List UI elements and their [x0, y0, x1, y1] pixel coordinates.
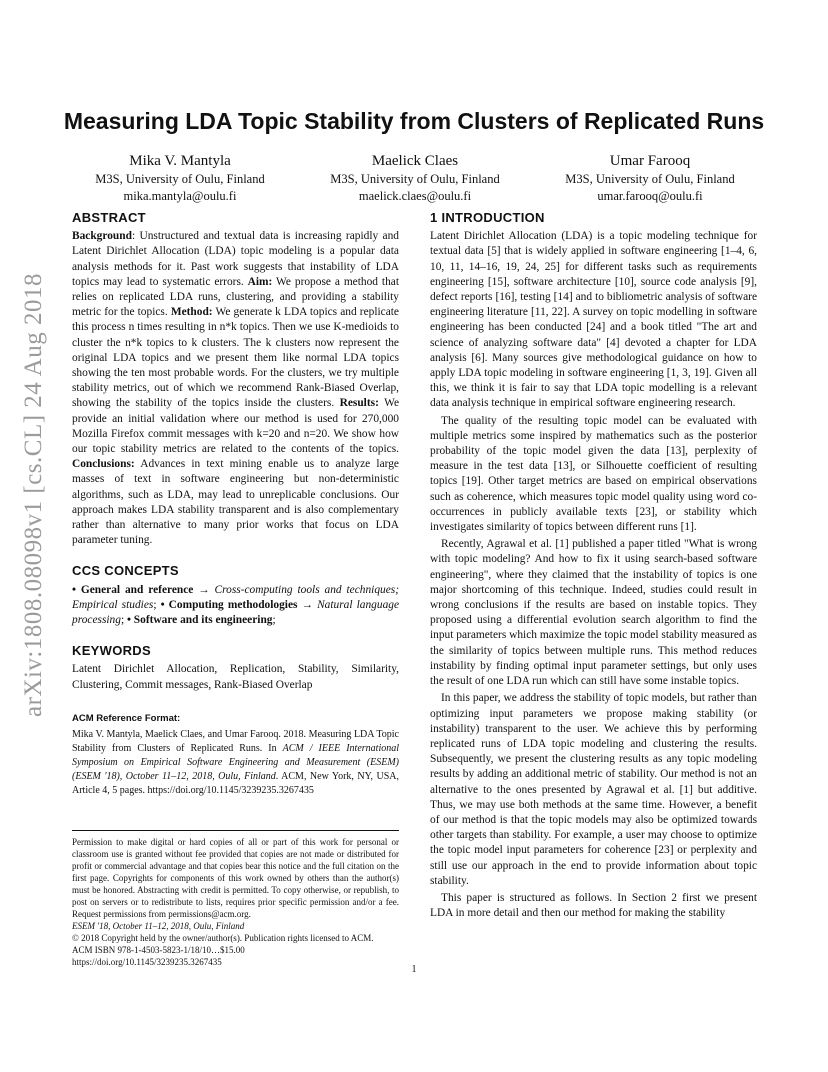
footnote-isbn: ACM ISBN 978-1-4503-5823-1/18/10…$15.00	[72, 945, 245, 955]
intro-paragraph-1: Latent Dirichlet Allocation (LDA) is a topic modeling technique for textual data [5] that is widely applied in software engineering [1–4, 6, 10, 11, 14–16, 19, 24, 25] for different tasks such as requirements engineering [15], software architecture [10], source code analysis [9], defect reports [16], testing [14] and to bibliometric analysis of software engineering literature [11, 22]. A survey on topic modelling in software engineering has been conducted [24] and a book titled "The art and science of analyzing software data" [4] devoted a chapter for LDA analysis [6]. Many sources give methodological guidance on how to apply LDA topic modeling in software engineering [1, 3, 19]. Given all this, we think it is fair to say that LDA topic modelling is a relevant data analysis technique in empirical software engineering research.	[430, 230, 757, 410]
introduction-heading: 1 INTRODUCTION	[430, 210, 545, 225]
author-email: umar.farooq@oulu.fi	[597, 189, 703, 203]
author-2	[305, 151, 525, 205]
intro-paragraph-5: This paper is structured as follows. In Section 2 first we present LDA in more detail and then our method for making the stability	[430, 891, 757, 920]
footnote-copyright: © 2018 Copyright held by the owner/author(s). Publication rights licensed to ACM.	[72, 933, 374, 943]
acm-reference-heading: ACM Reference Format:	[72, 712, 181, 724]
arxiv-stamp-text: arXiv:1808.08098v1 [cs.CL] 24 Aug 2018	[20, 273, 47, 717]
abstract-body	[72, 229, 399, 548]
abstract-conclusions-text: Advances in text mining enable us to analyze large masses of text in software engineering but non-deterministic algorithms, such as LDA, may lead to unreplicable conclusions. Our approach makes LDA stability transparent and is also complementary rather than alternative to many prior works that focus on LDA parameter tuning.	[72, 458, 399, 547]
author-block	[70, 151, 760, 205]
arxiv-stamp	[14, 250, 54, 740]
abstract-method-label: Method:	[170, 306, 213, 319]
abstract-aim-text: We propose a method that relies on replicated LDA runs, clustering, and providing a stability metric for the topics.	[72, 275, 399, 319]
ccs-concept-1-detail: Cross-computing tools and techniques; Empirical studies	[72, 583, 399, 611]
ccs-heading: CCS CONCEPTS	[72, 563, 179, 579]
author-name: Maelick Claes	[371, 153, 459, 169]
ccs-concept-2-detail: Natural language processing	[72, 598, 400, 627]
ccs-arrow: →	[297, 598, 318, 611]
abstract-results-text: We provide an initial validation where our method is used for 270,000 Mozilla Firefox commit messages with k=20 and n=20. We show how our topic stability metrics are related to the contents of the topics.	[72, 397, 399, 456]
abstract-method-text: We generate k LDA topics and replicate this process n times resulting in n*k topics. Then we use K-medioids to cluster the n*k topics to k clusters. The k clusters now represent the original LDA topics and we present them like normal LDA topics showing the ten most probable words. For the clusters, we try multiple stability metrics, out of which we recommend Rank-Biased Overlap, showing the stability of the topics inside the clusters.	[72, 306, 399, 410]
acm-reference-part: Mika V. Mantyla, Maelick Claes, and Umar Farooq. 2018. Measuring LDA Topic Stability from Clusters of Replicated Runs. In	[72, 729, 399, 755]
abstract-conclusions-label: Conclusions:	[72, 458, 135, 471]
ccs-body	[72, 583, 399, 629]
ccs-arrow: →	[193, 583, 215, 596]
permission-notice: Permission to make digital or hard copies of all or part of this work for personal or classroom use is granted without fee provided that copies are not made or distributed for profit or commercial advantage and that copies bear this notice and the full citation on the first page. Copyrights for components of this work owned by others than the author(s) must be honored. Abstracting with credit is permitted. To copy otherwise, or republish, to post on servers or to redistribute to lists, requires prior specific permission and/or a fee. Request permissions from permissions@acm.org.	[72, 837, 399, 919]
acm-reference-body	[72, 728, 399, 798]
page-number: 1	[411, 964, 417, 975]
ccs-concept-1: • General and reference	[72, 583, 194, 596]
author-email: maelick.claes@oulu.fi	[358, 189, 472, 203]
author-3	[540, 151, 760, 205]
abstract-background-text: : Unstructured and textual data is increasing rapidly and Latent Dirichlet Allocation (LDA) topic modeling is a popular data analysis methods for it. Past work suggests that instability of LDA topics may lead to systematic errors.	[72, 230, 399, 288]
footnote-doi: https://doi.org/10.1145/3239235.3267435	[72, 957, 222, 967]
ccs-separator: ;	[153, 598, 161, 611]
right-column	[430, 210, 757, 923]
ccs-separator: ;	[120, 614, 127, 627]
ccs-concept-2: • Computing methodologies	[160, 598, 298, 611]
author-name: Umar Farooq	[609, 153, 691, 169]
abstract-results-label: Results:	[339, 397, 379, 410]
footnote-venue: ESEM '18, October 11–12, 2018, Oulu, Finland	[72, 921, 245, 931]
abstract-background-label: Background	[72, 230, 132, 243]
author-email: mika.mantyla@oulu.fi	[123, 189, 237, 203]
acm-reference-part: . ACM, New York, NY, USA, Article 4, 5 pages. https://doi.org/10.1145/3239235.3267435	[72, 771, 399, 797]
intro-paragraph-3: Recently, Agrawal et al. [1] published a paper titled "What is wrong with topic modeling? And how to fix it using search-based software engineering", where they claimed that the instability of topics is one major shortcoming of this technique. Indeed, studies could result in wrong conclusions if the results are based on instable topics. They proposed using a differential evolution search algorithm to find the input parameters which maximize the topic model stability measured as the similarity of topics between multiple runs. This method reduces instability by finding optimal input parameter settings, but only uses the result of one LDA run which can still have some instable topics.	[430, 538, 757, 688]
author-1	[70, 151, 290, 205]
abstract-heading: ABSTRACT	[72, 210, 146, 225]
acm-reference-venue: ACM / IEEE International Symposium on Empirical Software Engineering and Measurement (ESEM) (ESEM '18), October 11–12, 2018, Oulu, Finland	[72, 743, 399, 783]
intro-paragraph-2: The quality of the resulting topic model can be evaluated with multiple metrics some inspired by mathematics such as the posterior probability of the topic model given the data [13], perplexity of measure in the test data [13], or Silhouette coefficient of resulting topics [19]. Other target metrics are based on empirical observations such as coherence, which measures topic model quality using word co-occurrences in publicly available texts [23], or stability which investigates similarity of topics between different runs [1].	[430, 414, 757, 534]
abstract-aim-label: Aim:	[247, 275, 273, 288]
ccs-separator: ;	[272, 614, 276, 627]
copyright-footnote	[72, 830, 399, 968]
intro-paragraph-4: In this paper, we address the stability of topic models, but rather than optimizing input parameters we propose making stability (or instability) transparent to the user. We achieve this by performing replicated runs of LDA topic modeling and clustering the results. Subsequently, we present the clustering results as any topic modeling results by adding an additional metric of stability. Our method is not an alternative to the ones presented by Agrawal et al. [1] but additive. Thus, we may use both methods at the same time. However, a benefit of our method is that the topic models may also be optimized towards other targets than stability. For example, a user may choose to optimize the topic model input parameters for coherence [23] or perplexity and still use our approach in the end to provide information about topic stability.	[430, 692, 757, 887]
paper-title: Measuring LDA Topic Stability from Clusters of Replicated Runs	[63, 108, 765, 134]
keywords-body: Latent Dirichlet Allocation, Replication, Stability, Similarity, Clustering, Commit messages, Rank-Biased Overlap	[72, 663, 399, 691]
left-column	[72, 210, 399, 798]
author-affiliation: M3S, University of Oulu, Finland	[565, 172, 735, 186]
author-affiliation: M3S, University of Oulu, Finland	[330, 172, 500, 186]
author-affiliation: M3S, University of Oulu, Finland	[95, 172, 265, 186]
keywords-heading: KEYWORDS	[72, 643, 151, 659]
author-name: Mika V. Mantyla	[129, 153, 231, 169]
ccs-concept-3: • Software and its engineering	[126, 614, 273, 627]
